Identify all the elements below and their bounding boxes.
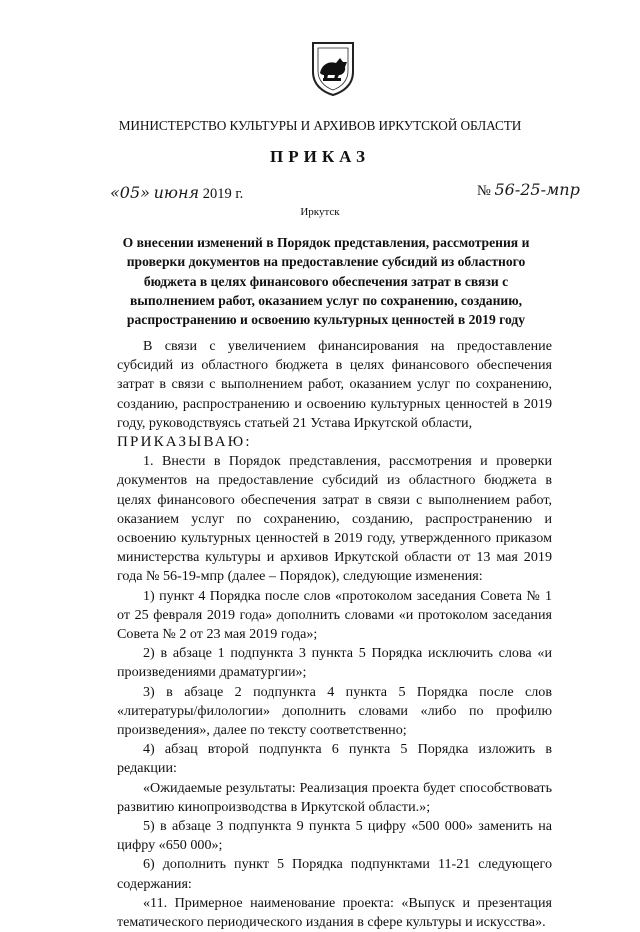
document-type: ПРИКАЗ bbox=[270, 147, 370, 166]
order-word: ПРИКАЗЫВАЮ: bbox=[117, 434, 252, 451]
subparagraph-4-quote: «Ожидаемые результаты: Реализация проекта будет способствовать развитию кинопроизводства в Иркутской области.»; bbox=[117, 779, 552, 815]
date-month: июня bbox=[153, 183, 200, 202]
subparagraph-5: 5) в абзаце 3 подпункта 9 пункта 5 цифру «500 000» заменить на цифру «650 000»; bbox=[117, 818, 552, 854]
date-year: 2019 г. bbox=[202, 186, 244, 202]
document-body bbox=[117, 337, 552, 932]
subparagraph-2: 2) в абзаце 1 подпункта 3 пункта 5 Порядка исключить слова «и произведениями драматургии»; bbox=[117, 645, 552, 681]
number-value: 56-25-мпр bbox=[494, 180, 580, 199]
document-title: О внесении изменений в Порядок представления, рассмотрения и проверки документов на предоставление субсидий из областного бюджета в целях финансового обеспечения затрат в связи с выполнением работ, оказанием услуг по сохранению, созданию, распространению и освоению культурных ценностей в 2019 году bbox=[122, 235, 530, 328]
order-date bbox=[110, 183, 243, 203]
preamble-paragraph: В связи с увеличением финансирования на предоставление субсидий из областного бюджета в целях финансового обеспечения затрат в связи с выполнением работ, оказанием услуг по сохранению, созданию, распространению и освоению культурных ценностей в 2019 году, руководствуясь статьей 21 Устава Иркутской области, bbox=[117, 338, 552, 431]
city: Иркутск bbox=[300, 206, 340, 218]
date-close-quote: » bbox=[140, 183, 150, 202]
subparagraph-4: 4) абзац второй подпункта 6 пункта 5 Порядка изложить в редакции: bbox=[117, 741, 552, 777]
subparagraph-3: 3) в абзаце 2 подпункта 4 пункта 5 Порядка после слов «литературы/филологии» дополнить словами «либо по профилю произведения», далее по тексту соответственно; bbox=[117, 683, 552, 739]
subparagraph-1: 1) пункт 4 Порядка после слов «протоколом заседания Совета № 1 от 25 февраля 2019 года» дополнить словами «и протоколом заседания Совета № 2 от 23 мая 2019 года»; bbox=[117, 587, 552, 643]
date-day: 05 bbox=[119, 183, 141, 202]
order-number bbox=[477, 180, 580, 200]
subparagraph-6-item-11: «11. Примерное наименование проекта: «Выпуск и презентация тематического периодического издания в сфере культуры и искусства». bbox=[117, 894, 552, 931]
number-sign: № bbox=[477, 183, 491, 199]
paragraph-1: 1. Внести в Порядок представления, рассмотрения и проверки документов на предоставление субсидий из областного бюджета в целях финансового обеспечения затрат в связи с выполнением работ, оказанием услуг по сохранению, созданию, распространению и освоению культурных ценностей в 2019 году, утвержденного приказом министерства культуры и архивов Иркутской области от 13 мая 2019 года № 56-19-мпр (далее – Порядок), следующие изменения: bbox=[117, 453, 552, 585]
date-open-quote: « bbox=[110, 183, 120, 202]
ministry-name: МИНИСТЕРСТВО КУЛЬТУРЫ И АРХИВОВ ИРКУТСКОЙ ОБЛАСТИ bbox=[118, 118, 522, 133]
coat-of-arms-emblem bbox=[310, 40, 356, 96]
subparagraph-6: 6) дополнить пункт 5 Порядка подпунктами 11-21 следующего содержания: bbox=[117, 856, 552, 892]
